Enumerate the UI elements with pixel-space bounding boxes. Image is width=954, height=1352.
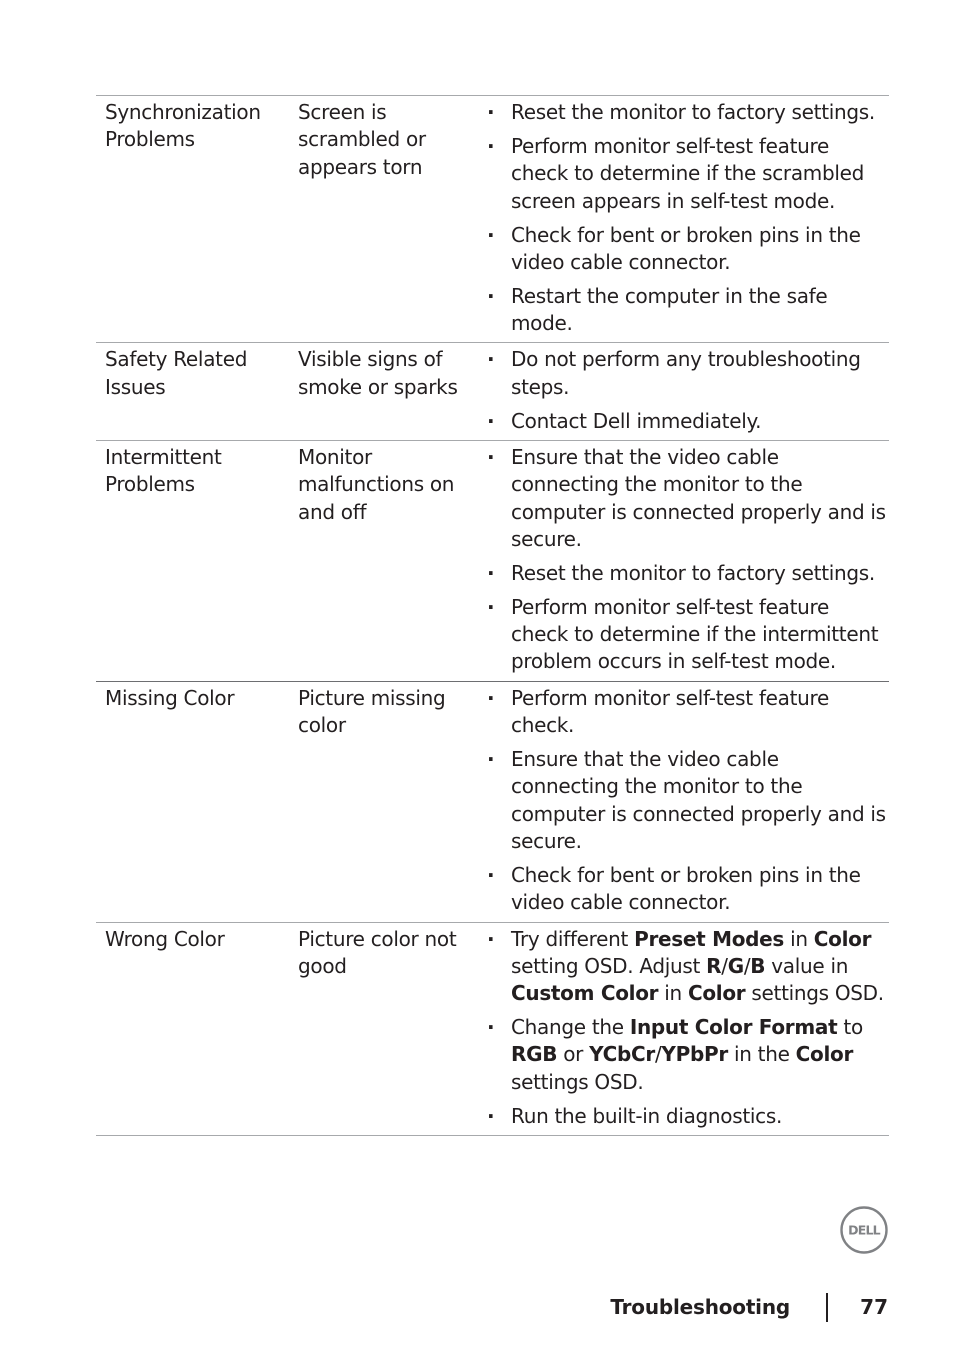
solution-text: / [743,953,751,978]
solution-item [482,283,889,338]
solution-text: Try different [511,926,635,951]
solution-text: Perform monitor self-test feature check to determine if the scrambled screen appears in self-test mode. [511,133,865,213]
solution-list [482,444,889,676]
symptom-cell: Monitor malfunctions on and off [298,445,455,524]
solution-text: in [658,981,688,1006]
solution-item [482,99,889,126]
symptom-cell: Visible signs of smoke or sparks [298,347,458,399]
table-row [96,441,889,682]
solution-bold-text: Custom Color [511,981,659,1006]
symptom-cell: Picture missing color [298,685,446,738]
footer-divider [826,1293,828,1322]
solution-text: Reset the monitor to factory settings. [511,560,875,585]
solution-item [482,133,889,215]
solution-bold-text: Preset Modes [634,926,785,951]
solution-text: Restart the computer in the safe mode. [511,283,828,336]
table-row [96,96,889,343]
solution-bold-text: Color [813,926,872,951]
table-row [96,923,889,1136]
solution-item [482,222,889,277]
solutions-cell [482,346,889,435]
solution-text: Run the built-in diagnostics. [511,1103,783,1128]
solution-bold-text: Color [795,1042,854,1067]
solution-item [482,1014,889,1096]
solution-text: Check for bent or broken pins in the video cable connector. [511,222,861,274]
page-number: 77 [860,1295,888,1319]
solution-text: Perform monitor self-test feature check to determine if the intermittent problem occurs in self-test mode. [511,594,879,674]
solution-item [482,1103,889,1130]
solutions-cell [482,926,889,1130]
solution-item [482,746,889,855]
solution-text: to [837,1015,863,1040]
solution-text: Change the [511,1015,630,1040]
solution-bold-text: Color [687,981,746,1006]
solution-bold-text: B [750,953,766,978]
problem-cell: Missing Color [105,685,235,710]
solution-item [482,926,889,1008]
solution-text: setting OSD. Adjust [511,953,707,978]
table-row [96,682,889,923]
solution-item [482,408,889,435]
symptom-cell: Screen is scrambled or appears torn [298,100,426,179]
solution-text: settings OSD. [745,981,884,1006]
solution-text: Ensure that the video cable connecting the monitor to the computer is connected properly and is secure. [511,747,886,853]
problem-cell: Intermittent Problems [105,445,222,497]
solution-item [482,594,889,676]
symptom-cell: Picture color not good [298,926,457,978]
solution-text: Ensure that the video cable connecting the monitor to the computer is connected properly and is secure. [511,445,886,551]
solution-list [482,926,889,1130]
solution-item [482,444,889,553]
solutions-cell [482,99,889,337]
table-row [96,343,889,441]
solution-text: Reset the monitor to factory settings. [511,100,875,124]
solution-text: in the [727,1042,796,1067]
solution-item [482,685,889,740]
solution-list [482,99,889,337]
solutions-cell [482,444,889,676]
solution-text: value in [765,953,849,978]
solution-item [482,346,889,401]
solution-bold-text: YCbCr [589,1042,655,1067]
solution-text: Check for bent or broken pins in the video cable connector. [511,862,861,915]
solution-bold-text: RGB [511,1042,558,1067]
solution-text: / [654,1042,662,1067]
solution-text: Perform monitor self-test feature check. [511,685,829,738]
solution-bold-text: G [727,953,744,978]
solution-list [482,685,889,917]
solution-item [482,862,889,917]
solution-bold-text: Input Color Format [629,1015,838,1040]
solutions-cell [482,685,889,917]
problem-cell: Synchronization Problems [105,100,261,152]
footer-section-title: Troubleshooting [610,1295,790,1319]
dell-logo-icon [840,1206,888,1254]
solution-text: or [557,1042,590,1067]
solution-text: in [784,926,814,951]
solution-bold-text: R [706,953,722,978]
solution-text: Contact Dell immediately. [511,408,762,433]
troubleshooting-table [96,95,889,1136]
problem-cell: Wrong Color [105,926,225,951]
solution-text: / [721,953,728,978]
solution-text: settings OSD. [511,1069,644,1094]
solution-item [482,560,889,587]
solution-text: Do not perform any troubleshooting steps. [511,347,861,399]
problem-cell: Safety Related Issues [105,347,248,399]
solution-list [482,346,889,435]
solution-bold-text: YPbPr [661,1042,728,1067]
dell-logo-text: DELL [848,1222,880,1238]
